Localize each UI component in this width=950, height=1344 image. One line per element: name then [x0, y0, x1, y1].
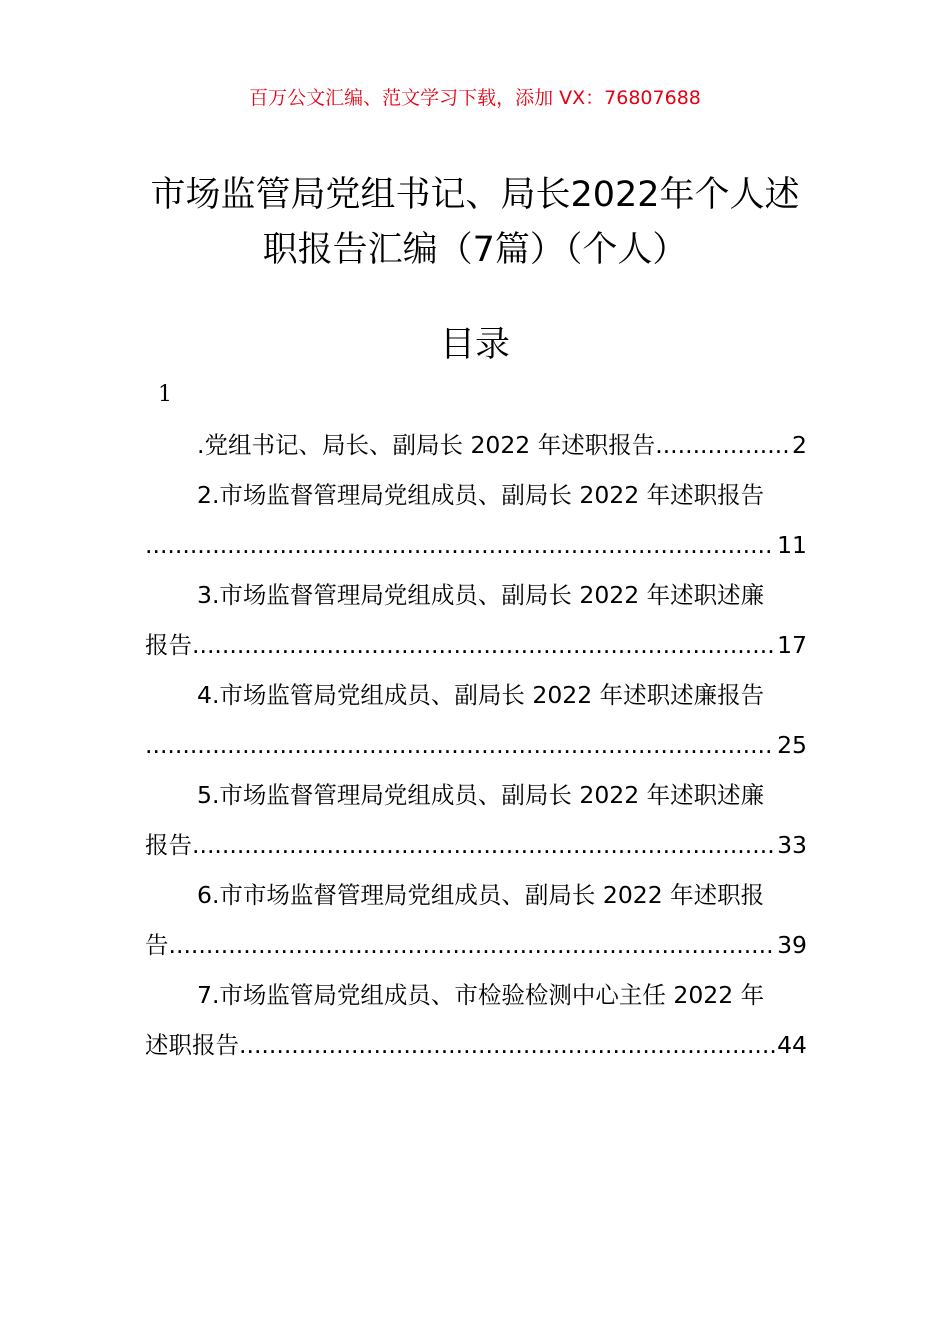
toc-entry-1[interactable]	[145, 420, 807, 470]
toc-leader-dots	[655, 420, 790, 470]
document-title	[100, 168, 850, 278]
toc-entry-title: 4.市场监管局党组成员、副局长 2022 年述职述廉报告	[197, 681, 765, 709]
toc-page-number: 39	[777, 931, 807, 959]
toc-entry-5[interactable]	[145, 770, 807, 820]
toc-entry-2-continuation[interactable]	[145, 520, 807, 570]
toc-entry-title: 3.市场监督管理局党组成员、副局长 2022 年述职述廉	[197, 581, 765, 609]
toc-entry-title-cont: 述职报告	[145, 1031, 239, 1059]
toc-entry-4[interactable]	[145, 670, 807, 720]
toc-leader-dots	[169, 920, 776, 970]
toc-entry-title: 6.市市场监督管理局党组成员、副局长 2022 年述职报	[197, 881, 765, 909]
toc-entry-3-continuation[interactable]	[145, 620, 807, 670]
toc-leader-dots	[192, 820, 775, 870]
toc-page-number: 11	[777, 531, 807, 559]
toc-entry-title: 7.市场监管局党组成员、市检验检测中心主任 2022 年	[197, 981, 765, 1009]
toc-page-number: 17	[777, 631, 807, 659]
stray-number: 1	[158, 382, 172, 407]
toc-heading: 目录	[439, 325, 510, 365]
toc-entry-7-continuation[interactable]	[145, 1020, 807, 1070]
toc-entry-5-continuation[interactable]	[145, 820, 807, 870]
toc-entry-title-cont: 报告	[145, 831, 192, 859]
toc-page-number: 25	[777, 731, 807, 759]
toc-page-number: 44	[777, 1031, 807, 1059]
toc-entry-4-continuation[interactable]	[145, 720, 807, 770]
document-title-line-1: 市场监管局党组书记、局长2022年个人述	[150, 175, 800, 215]
toc-entry-6-continuation[interactable]	[145, 920, 807, 970]
toc-entry-title: 5.市场监督管理局党组成员、副局长 2022 年述职述廉	[197, 781, 765, 809]
toc-entry-7[interactable]	[145, 970, 807, 1020]
toc-entry-title-cont: 报告	[145, 631, 192, 659]
toc-page-number: 33	[777, 831, 807, 859]
toc-entry-3[interactable]	[145, 570, 807, 620]
watermark-banner: 百万公文汇编、范文学习下载，添加 VX：76807688	[249, 87, 701, 109]
document-title-line-2: 职报告汇编（7篇）（个人）	[262, 230, 688, 270]
toc-leader-dots	[239, 1020, 775, 1070]
table-of-contents	[145, 420, 807, 1070]
toc-entry-6[interactable]	[145, 870, 807, 920]
toc-entry-title: 2.市场监督管理局党组成员、副局长 2022 年述职报告	[197, 481, 765, 509]
toc-leader-dots	[145, 520, 775, 570]
toc-entry-title: .党组书记、局长、副局长 2022 年述职报告	[197, 431, 656, 459]
toc-leader-dots	[145, 720, 775, 770]
toc-leader-dots	[192, 620, 775, 670]
toc-entry-title-cont: 告	[145, 931, 169, 959]
toc-page-number: 2	[792, 431, 807, 459]
toc-entry-2[interactable]	[145, 470, 807, 520]
